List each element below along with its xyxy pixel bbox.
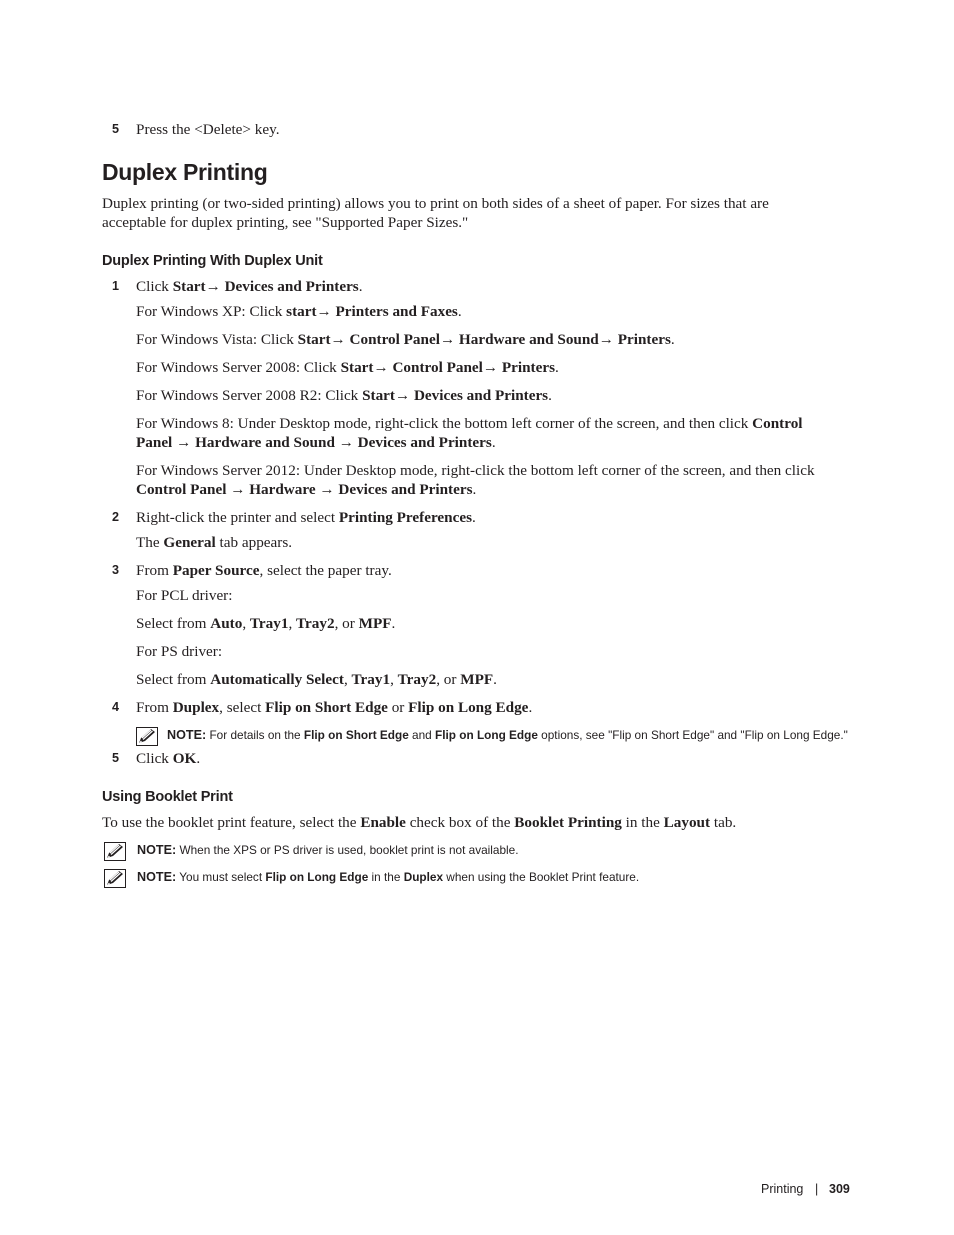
ps-driver-options: Select from Automatically Select, Tray1, Tray2, or MPF. — [136, 671, 497, 688]
note-booklet-driver: NOTE: When the XPS or PS driver is used, booklet print is not available. — [137, 843, 519, 857]
step-3-text: From Paper Source, select the paper tray. — [136, 562, 392, 579]
step-number: 1 — [112, 279, 120, 293]
section-heading-duplex-unit: Duplex Printing With Duplex Unit — [102, 253, 323, 269]
step-1-text: Click Start→ Devices and Printers. — [136, 278, 363, 295]
step-text: Press the <Delete> key. — [136, 121, 280, 138]
ps-driver-label: For PS driver: — [136, 643, 223, 660]
note-pencil-icon — [104, 842, 126, 861]
windows-server-2008-instruction: For Windows Server 2008: Click Start→ Control Panel→ Printers. — [136, 359, 559, 376]
step-number: 3 — [112, 563, 120, 577]
windows-vista-instruction: For Windows Vista: Click Start→ Control Panel→ Hardware and Sound→ Printers. — [136, 331, 675, 348]
section-heading-booklet-print: Using Booklet Print — [102, 789, 233, 805]
step-2-text: Right-click the printer and select Printing Preferences. — [136, 509, 476, 526]
windows-server-2012-instruction-line2: Control Panel → Hardware → Devices and Printers. — [136, 481, 477, 498]
pcl-driver-label: For PCL driver: — [136, 587, 233, 604]
booklet-print-paragraph: To use the booklet print feature, select the Enable check box of the Booklet Printing in the Layout tab. — [102, 814, 737, 831]
windows-server-2012-instruction-line1: For Windows Server 2012: Under Desktop mode, right-click the bottom left corner of the screen, and then click — [136, 462, 815, 479]
intro-paragraph-line1: Duplex printing (or two-sided printing) allows you to print on both sides of a sheet of paper. For sizes that are — [102, 195, 769, 212]
step-5-text: Click OK. — [136, 750, 201, 767]
note-booklet-duplex: NOTE: You must select Flip on Long Edge in the Duplex when using the Booklet Print feature. — [137, 870, 640, 884]
windows-server-2008-r2-instruction: For Windows Server 2008 R2: Click Start→ Devices and Printers. — [136, 387, 552, 404]
pcl-driver-options: Select from Auto, Tray1, Tray2, or MPF. — [136, 615, 396, 632]
note-pencil-icon — [136, 727, 158, 746]
step-number: 4 — [112, 700, 120, 714]
intro-paragraph-line2: acceptable for duplex printing, see "Supported Paper Sizes." — [102, 214, 469, 231]
step-number: 2 — [112, 510, 120, 524]
footer-separator: | — [815, 1182, 819, 1196]
footer-page-number: 309 — [829, 1182, 850, 1196]
windows-8-instruction-line2: Panel → Hardware and Sound → Devices and Printers. — [136, 434, 496, 451]
general-tab-text: The General tab appears. — [136, 534, 293, 551]
step-number: 5 — [112, 751, 120, 765]
footer-section-name: Printing — [761, 1182, 804, 1196]
windows-xp-instruction: For Windows XP: Click start→ Printers and Faxes. — [136, 303, 462, 320]
note-pencil-icon — [104, 869, 126, 888]
step-4-text: From Duplex, select Flip on Short Edge or Flip on Long Edge. — [136, 699, 533, 716]
windows-8-instruction-line1: For Windows 8: Under Desktop mode, right-click the bottom left corner of the screen, and then click Control — [136, 415, 803, 432]
step-number: 5 — [112, 122, 120, 136]
note-duplex-options: NOTE: For details on the Flip on Short Edge and Flip on Long Edge options, see "Flip on Short Edge" and "Flip on Long Edge." — [167, 728, 848, 742]
page-title: Duplex Printing — [102, 159, 268, 185]
